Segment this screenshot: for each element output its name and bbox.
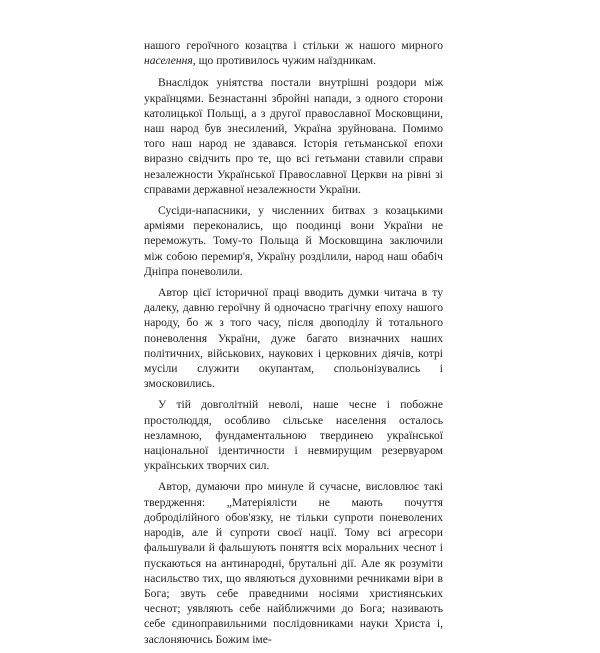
paragraph: У тій довголітній неволі, наше чесне і побожне простолюддя, особливо сільське населення осталось незламною, фундаментальною твердинею української національної ідентичности і невмирущим резервуаром українських творчих сил.	[144, 398, 443, 473]
paragraph-text: нашого героїчного козацтва і стільки ж нашого мирного	[144, 39, 443, 52]
page-text-block	[144, 38, 443, 653]
emphasized-word: населення	[144, 54, 193, 68]
paragraph-text: , що противилось чужим наїздникам.	[192, 54, 377, 68]
paragraph: Автор цієї історичної праці вводить думки читача в ту далеку, давню героїчну й одночасно трагічну епоху нашого народу, бо ж з того часу, після двоподілу й тотального поневолення України, дуже багато визначних наших політичних, військових, наукових і церковних діячів, котрі мусіли служити окупантам, спольонізувались і змосковились.	[144, 286, 443, 391]
paragraph-continuation	[144, 38, 443, 68]
paragraph: Внаслідок уніятства постали внутрішні роздори між українцями. Безнастанні збройні напади, з одного сторони католицької Польщі, а з другої православної Московщини, наш народ був знесилений, Україна зруйнована. Помимо того наш народ не здавався. Історія гетьманської епохи виразно свідчить про те, що всі гетьмани ставили справи незалежности Української Православної Церкви на рівні зі справами державної незалежности України.	[144, 76, 443, 196]
paragraph: Автор, думаючи про минуле й сучасне, висловлює такі твердження: „Матеріялісти не мають почуття доброділійного обов'язку, не тільки супроти поневолених народів, але й супроти своєї нації. Тому всі агресори фальшували й фальшують поняття всіх моральних чеснот і пускаються на антинародні, брутальні дії. Але як розуміти насильство тих, що являються духовними речниками віри в Бога; звуть себе праведними носіями християнських чеснот; уявляють себе найближчими до Бога; називають себе єдиноправильними послідовниками науки Христа і, заслоняючись Божим іме-	[144, 480, 443, 646]
paragraph: Сусіди-напасники, у численних битвах з козацькими арміями переконались, що поодинці вони України не переможуть. Тому-то Польща й Московщина заключили між собою перемир'я, Україну розділили, народ наш обабіч Дніпра поневолили.	[144, 204, 443, 278]
